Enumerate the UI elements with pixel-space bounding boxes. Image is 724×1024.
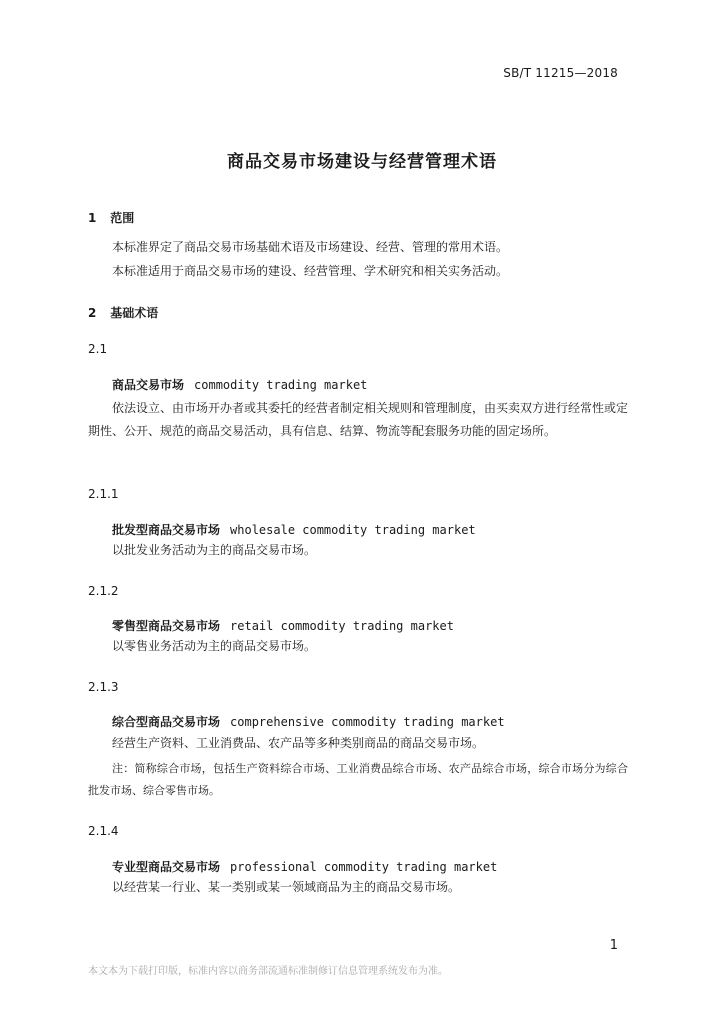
term-definition: 以批发业务活动为主的商品交易市场。 [112, 543, 317, 557]
term-english: retail commodity trading market [230, 619, 454, 633]
term-definition: 以零售业务活动为主的商品交易市场。 [112, 639, 317, 653]
term-note: 注：简称综合市场，包括生产资料综合市场、工业消费品综合市场、农产品综合市场，综合市场分为综合批发市场、综合零售市场。 [88, 762, 628, 797]
term-number: 2.1 [88, 342, 108, 356]
section-title: 基础术语 [110, 306, 159, 320]
scope-paragraph: 本标准界定了商品交易市场基础术语及市场建设、经营、管理的常用术语。 [112, 240, 509, 254]
section-heading-basic-terms [88, 304, 628, 321]
term-english: comprehensive commodity trading market [230, 715, 505, 729]
section-number: 1 [88, 211, 97, 225]
section-number: 2 [88, 306, 97, 320]
page-number: 1 [609, 938, 618, 953]
term-chinese: 商品交易市场 [112, 378, 185, 392]
section-heading-scope [88, 209, 628, 226]
term-chinese: 专业型商品交易市场 [112, 860, 221, 874]
term-entry [112, 713, 505, 730]
term-definition: 以经营某一行业、某一类别或某一领域商品为主的商品交易市场。 [112, 880, 461, 894]
term-number: 2.1.1 [88, 487, 119, 501]
term-number: 2.1.2 [88, 584, 119, 598]
document-title: 商品交易市场建设与经营管理术语 [227, 152, 497, 172]
term-entry [112, 521, 476, 538]
term-english: professional commodity trading market [230, 860, 498, 874]
standard-code: SB/T 11215—2018 [503, 66, 618, 80]
term-entry [112, 376, 367, 393]
term-definition: 依法设立、由市场开办者或其委托的经营者制定相关规则和管理制度，由买卖双方进行经常性或定期性、公开、规范的商品交易活动，具有信息、结算、物流等配套服务功能的固定场所。 [88, 401, 629, 438]
term-english: commodity trading market [194, 378, 368, 392]
section-title: 范围 [110, 211, 135, 225]
term-english: wholesale commodity trading market [230, 523, 476, 537]
scope-paragraph: 本标准适用于商品交易市场的建设、经营管理、学术研究和相关实务活动。 [112, 264, 509, 278]
term-chinese: 零售型商品交易市场 [112, 619, 221, 633]
term-chinese: 综合型商品交易市场 [112, 715, 221, 729]
term-entry [112, 858, 497, 875]
term-entry [112, 617, 454, 634]
term-number: 2.1.4 [88, 824, 119, 838]
term-definition: 经营生产资料、工业消费品、农产品等多种类别商品的商品交易市场。 [112, 736, 485, 750]
term-number: 2.1.3 [88, 680, 119, 694]
download-disclaimer: 本文本为下载打印版，标准内容以商务部流通标准制修订信息管理系统发布为准。 [88, 966, 448, 977]
term-chinese: 批发型商品交易市场 [112, 523, 221, 537]
